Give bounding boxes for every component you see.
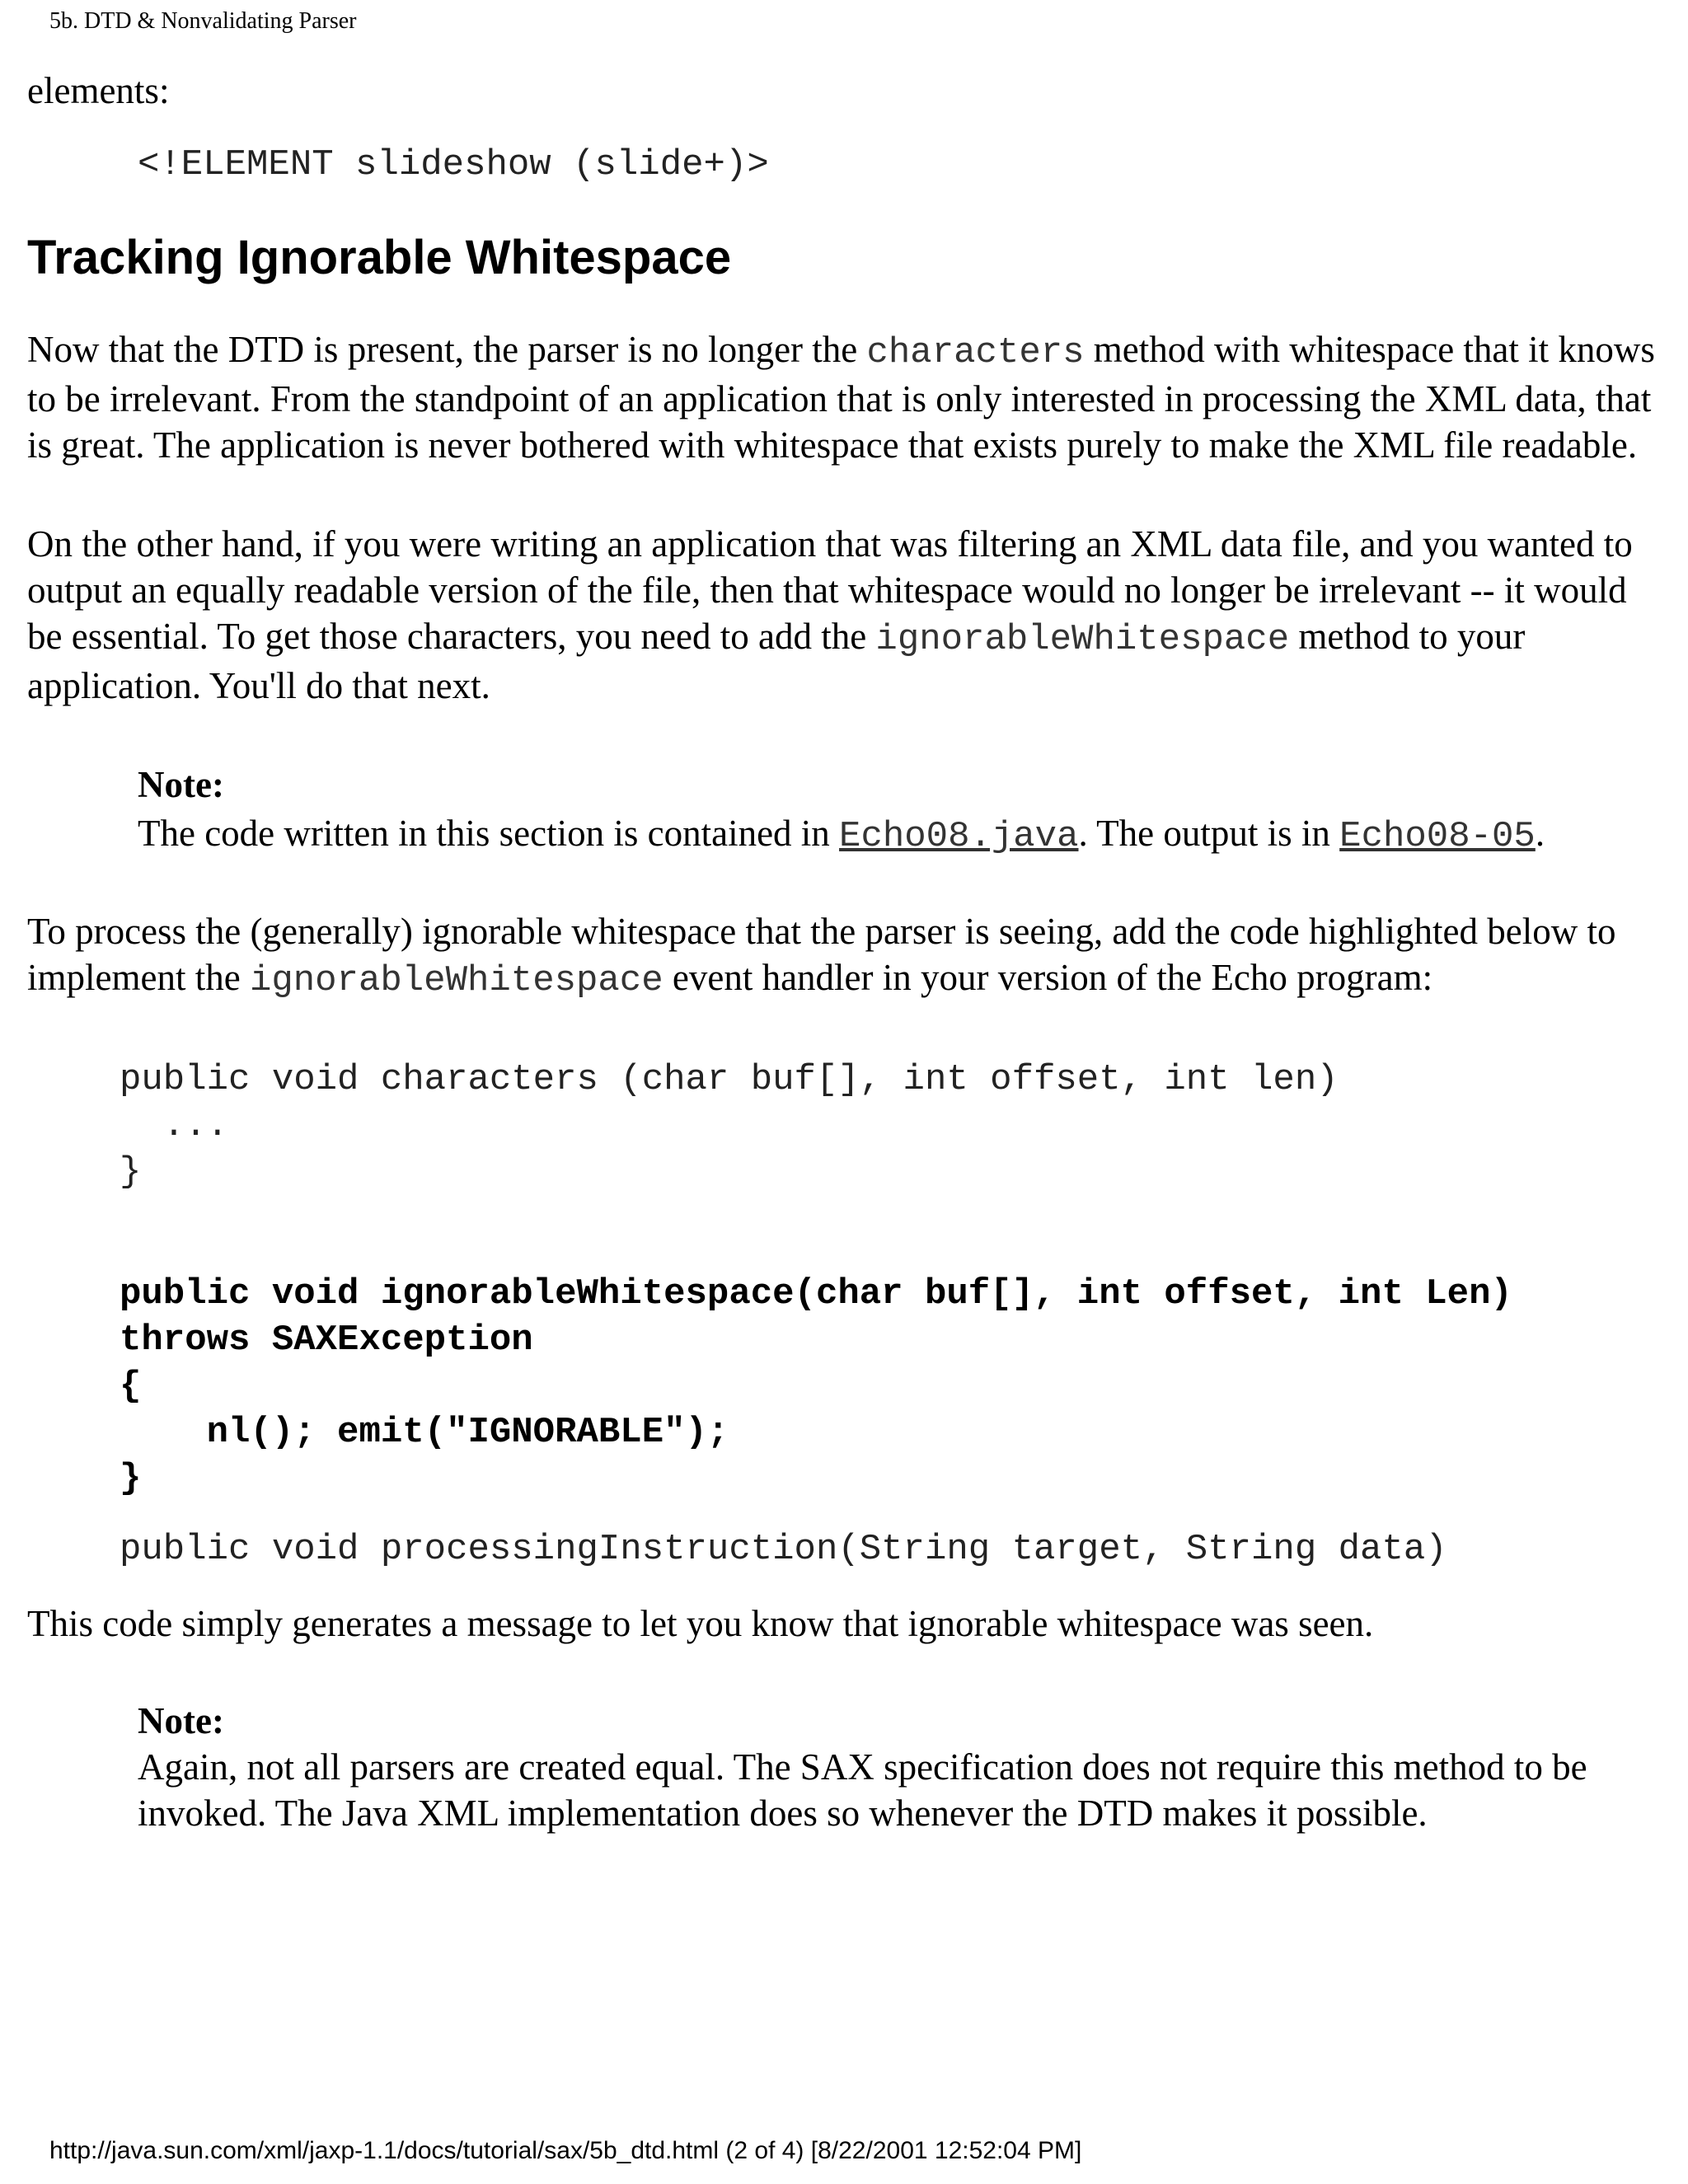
code-line-bold-close-brace: } <box>120 1458 142 1499</box>
element-declaration-code: <!ELEMENT slideshow (slide+)> <box>138 144 769 185</box>
link-echo08-java[interactable]: Echo08.java <box>839 816 1079 857</box>
code-ignorable-whitespace-2: ignorableWhitespace <box>249 960 663 1001</box>
code-line-emit: nl(); emit("IGNORABLE"); <box>120 1412 729 1453</box>
paragraph-dtd-present: Now that the DTD is present, the parser is no longer the characters method with whitespace that it knows to be irrelevant. From the standpoint of an application that is only interested in processing the XML data, that is great. The application is never bothered with whitespace that exists purely to make the XML file readable. <box>27 329 1655 466</box>
note-label-2: Note: <box>138 1700 224 1741</box>
note-source-files <box>138 762 1655 862</box>
page-footer-url: http://java.sun.com/xml/jaxp-1.1/docs/tutorial/sax/5b_dtd.html (2 of 4) [8/22/2001 12:52:04 PM] <box>49 2137 1082 2164</box>
code-line-close-brace: } <box>120 1151 142 1193</box>
note-text: The code written in this section is contained in Echo08.java. The output is in Echo08-05. <box>138 813 1545 857</box>
note-label: Note: <box>138 764 224 805</box>
code-line-characters: public void characters (char buf[], int offset, int len) <box>120 1059 1339 1100</box>
code-line-processing-instruction: public void processingInstruction(String target, String data) <box>120 1529 1447 1570</box>
code-characters: characters <box>866 332 1085 373</box>
code-line-ellipsis: ... <box>120 1105 229 1146</box>
document-content <box>27 68 1655 1836</box>
page-header: 5b. DTD & Nonvalidating Parser <box>49 8 357 34</box>
intro-text: elements: <box>27 70 170 111</box>
paragraph-process-whitespace: To process the (generally) ignorable whitespace that the parser is seeing, add the code highlighted below to implement the ignorableWhitespace event handler in your version of the Echo program: <box>27 911 1616 1001</box>
note-text-2: Again, not all parsers are created equal. The SAX specification does not require this method to be invoked. The Java XML implementation does so whenever the DTD makes it possible. <box>138 1746 1587 1834</box>
code-listing <box>120 1057 1655 1572</box>
code-ignorable-whitespace: ignorableWhitespace <box>875 619 1290 660</box>
link-echo08-output[interactable]: Echo08-05 <box>1339 816 1536 857</box>
paragraph-filtering: On the other hand, if you were writing an application that was filtering an XML data file, and you wanted to output an equally readable version of the file, then that whitespace would no longer be irrelevant -- it would be essential. To get those characters, you need to add the ignorableWhitespace method to your application. You'll do that next. <box>27 523 1633 706</box>
code-line-throws: throws SAXException <box>120 1319 533 1361</box>
paragraph-message: This code simply generates a message to let you know that ignorable whitespace was seen. <box>27 1603 1374 1644</box>
section-heading: Tracking Ignorable Whitespace <box>27 231 732 284</box>
note-parsers <box>138 1698 1621 1836</box>
code-line-open-brace: { <box>120 1366 142 1407</box>
code-line-ignorable-signature: public void ignorableWhitespace(char buf[], int offset, int Len) <box>120 1273 1512 1315</box>
